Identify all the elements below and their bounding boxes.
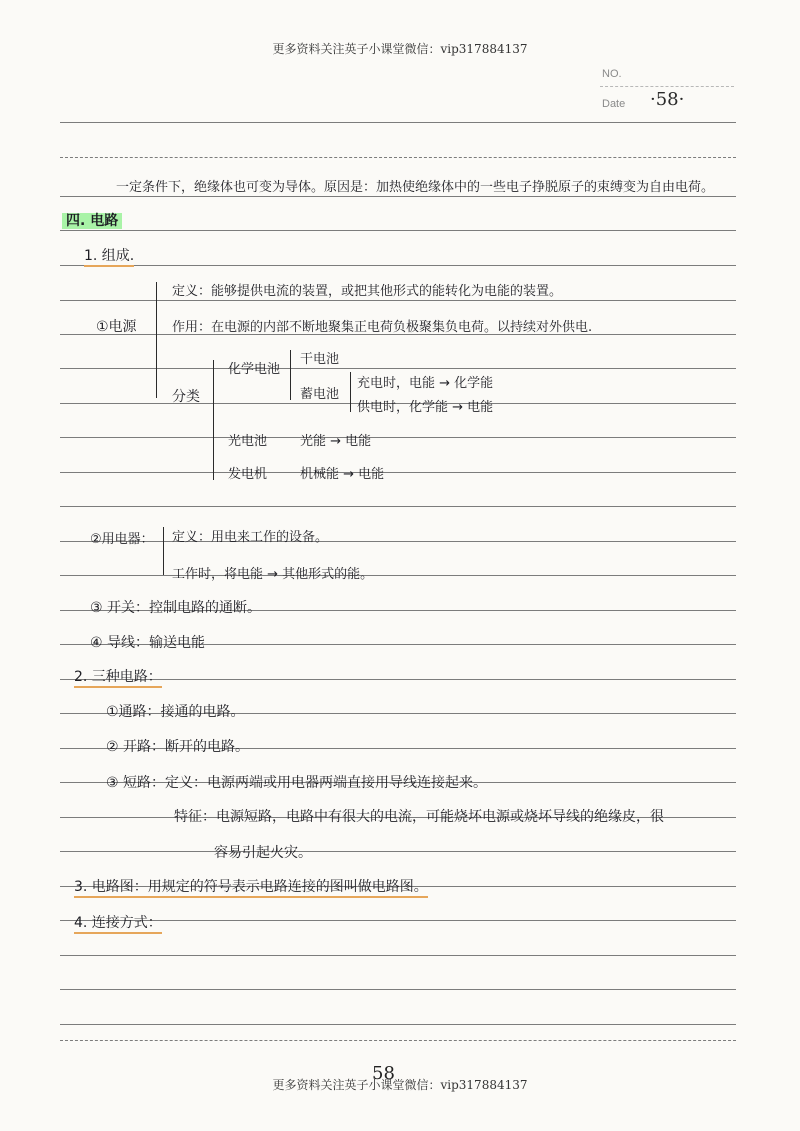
notebook-date-value: ·58· xyxy=(650,89,685,110)
subsection-2-text: 2. 三种电路： xyxy=(74,669,162,688)
closed-circuit: ①通路：接通的电路。 xyxy=(106,704,245,720)
power-source-brace xyxy=(156,282,157,398)
subsection-4-text: 4. 连接方式： xyxy=(74,915,162,934)
ruled-line xyxy=(60,230,736,231)
ruled-line xyxy=(60,157,736,158)
open-circuit: ② 开路：断开的电路。 xyxy=(106,739,250,755)
ruled-line xyxy=(60,1040,736,1041)
notebook-no-label: NO. xyxy=(602,68,622,80)
subsection-2-title xyxy=(74,666,162,686)
generator: 发电机 xyxy=(228,467,268,482)
generator-conversion: 机械能 → 电能 xyxy=(300,467,385,482)
section-4-text: 四. 电路 xyxy=(62,213,122,229)
watermark-bottom: 更多资料关注英子小课堂微信：vip317884137 xyxy=(272,1078,528,1092)
charging-conversion: 充电时，电能 → 化学能 xyxy=(357,376,494,391)
ruled-line xyxy=(60,437,736,438)
ruled-line xyxy=(60,1024,736,1025)
subsection-1-title xyxy=(84,245,134,265)
appliance-definition: 定义：用电来工作的设备。 xyxy=(172,530,329,545)
ruled-line xyxy=(60,541,736,542)
ruled-line xyxy=(60,989,736,990)
page-number: 58 xyxy=(372,1063,395,1084)
discharging-conversion: 供电时，化学能 → 电能 xyxy=(357,400,494,415)
ruled-line xyxy=(60,851,736,852)
short-circuit-feature-2: 容易引起火灾。 xyxy=(214,845,312,861)
subsection-3-text: 3. 电路图：用规定的符号表示电路连接的图叫做电路图。 xyxy=(74,879,428,898)
appliance-brace xyxy=(163,527,164,575)
intro-line: 一定条件下，绝缘体也可变为导体。原因是：加热使绝缘体中的一些电子挣脱原子的束缚变为自由电荷。 xyxy=(116,180,715,195)
classification-label: 分类 xyxy=(172,389,200,405)
chemical-battery: 化学电池 xyxy=(228,362,281,377)
appliance-working: 工作时，将电能 → 其他形式的能。 xyxy=(172,567,374,582)
ruled-line xyxy=(60,368,736,369)
subsection-4 xyxy=(74,912,162,932)
ruled-line xyxy=(60,955,736,956)
photovoltaic-cell: 光电池 xyxy=(228,434,268,449)
subsection-3 xyxy=(74,876,428,896)
ruled-line xyxy=(60,196,736,197)
chemical-battery-brace xyxy=(290,350,291,400)
section-4-heading xyxy=(62,210,122,230)
ruled-line xyxy=(60,472,736,473)
photovoltaic-conversion: 光能 → 电能 xyxy=(300,434,372,449)
notebook-date-label: Date xyxy=(602,98,626,110)
dry-cell: 干电池 xyxy=(300,352,340,367)
ruled-line xyxy=(60,300,736,301)
short-circuit-definition: ③ 短路：定义：电源两端或用电器两端直接用导线连接起来。 xyxy=(106,775,487,791)
subsection-1-text: 1. 组成. xyxy=(84,248,134,267)
classification-brace xyxy=(213,360,214,480)
power-source-function: 作用：在电源的内部不断地聚集正电荷负极聚集负电荷。以持续对外供电. xyxy=(172,320,593,335)
switch-line: ③ 开关：控制电路的通断。 xyxy=(90,600,262,616)
wire-line: ④ 导线：输送电能 xyxy=(90,635,206,651)
appliance-label: ②用电器： xyxy=(90,532,154,547)
power-source-label: ①电源 xyxy=(96,319,137,335)
power-source-definition: 定义：能够提供电流的装置，或把其他形式的能转化为电能的装置。 xyxy=(172,284,563,299)
short-circuit-feature-1: 特征：电源短路，电路中有很大的电流，可能烧坏电源或烧坏导线的绝缘皮，很 xyxy=(174,809,664,825)
storage-cell-brace xyxy=(350,372,351,412)
ruled-line xyxy=(60,265,736,266)
header-divider xyxy=(600,86,734,87)
ruled-line xyxy=(60,122,736,123)
watermark-top: 更多资料关注英子小课堂微信：vip317884137 xyxy=(272,42,528,56)
ruled-line xyxy=(60,575,736,576)
ruled-line xyxy=(60,506,736,507)
storage-cell: 蓄电池 xyxy=(300,387,340,402)
